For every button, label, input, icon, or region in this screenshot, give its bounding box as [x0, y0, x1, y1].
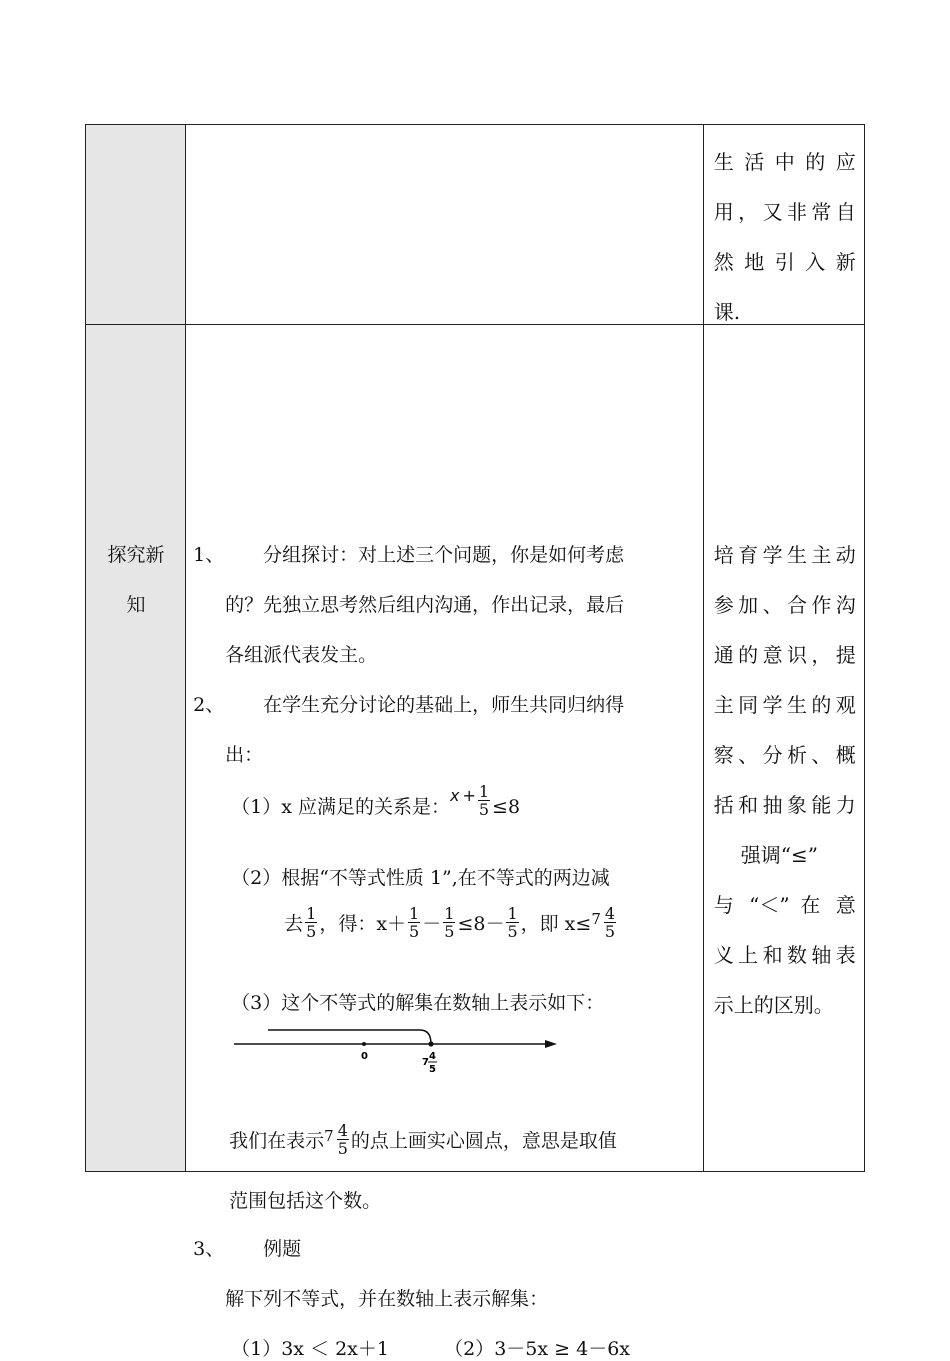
formula-line [229, 1117, 617, 1166]
point-numerator-label: 4 [429, 1051, 437, 1062]
solid-dot [429, 1041, 434, 1046]
plus-sign: + [462, 786, 476, 805]
note-line: 课. [713, 300, 741, 324]
fraction-denominator: 5 [444, 921, 455, 941]
design-note [714, 137, 856, 337]
fraction [305, 905, 317, 940]
point-whole-label: 7 [422, 1057, 430, 1068]
example-1: （1）3x ＜ 2x＋1 [231, 1338, 389, 1360]
fraction [604, 905, 616, 940]
fraction-numerator: 1 [478, 781, 490, 801]
note-line: 然 地 引 入 新 [713, 250, 856, 274]
formula-text: 去 [284, 913, 304, 935]
formula-text: ，得：x＋ [319, 913, 407, 935]
item-text: 分组探讨：对上述三个问题，你是如何考虑 [263, 544, 625, 566]
item-text: 在学生充分讨论的基础上，师生共同归纳得 [263, 694, 625, 716]
fraction [478, 783, 490, 818]
note-line: 参加、合作沟 [713, 593, 856, 617]
formula-text: ，即 x≤ [520, 913, 592, 935]
note-line: 生 活 中 的 应 [713, 150, 856, 174]
item-text: （2）根据“不等式性质 1”,在不等式的两边减 [231, 867, 610, 889]
fraction [443, 905, 455, 940]
design-intent-cell [703, 125, 864, 325]
formula-text: ≤8－ [457, 913, 505, 935]
note-line: 主同学生的观 [713, 693, 856, 717]
note-line: 培育学生主动 [713, 543, 856, 567]
formula-text: 的点上画实心圆点，意思是取值 [350, 1130, 617, 1152]
mixed-number [591, 901, 618, 949]
origin-mark [362, 1042, 366, 1046]
item-text: 各组派代表发主。 [225, 644, 378, 666]
formula-line [231, 783, 520, 832]
fraction-denominator: 5 [478, 799, 490, 819]
variable-x: x [449, 786, 460, 805]
mixed-whole: 7 [591, 910, 601, 928]
mixed-number [324, 1118, 351, 1166]
fraction-numerator: 1 [306, 903, 317, 923]
point-denominator-label: 5 [429, 1064, 437, 1075]
example-title: 例题 [263, 1238, 302, 1260]
note-line: 用，又非常自 [713, 200, 856, 224]
item-number: 1、 [193, 544, 225, 566]
fraction-numerator: 1 [409, 903, 420, 923]
formula-text: 我们在表示 [229, 1130, 325, 1152]
item-number: 3、 [193, 1238, 225, 1260]
item-text: 出： [225, 744, 264, 766]
mixed-whole: 7 [324, 1127, 334, 1145]
design-note [714, 530, 856, 1030]
stage-label: 知 [126, 594, 146, 616]
table-row [86, 125, 865, 325]
lesson-plan-table [85, 124, 865, 1360]
fraction-denominator: 5 [507, 921, 518, 941]
fraction-denominator: 5 [337, 1138, 348, 1158]
arrow-head-icon [545, 1040, 557, 1048]
fraction-denominator: 5 [604, 921, 616, 941]
item-number: 2、 [193, 694, 225, 716]
design-intent-cell [703, 325, 864, 1172]
item-text: 解下列不等式，并在数轴上表示解集： [225, 1288, 549, 1310]
fraction-numerator: 1 [507, 903, 518, 923]
stage-cell [86, 325, 186, 1172]
fraction [337, 1122, 349, 1157]
fraction [506, 905, 518, 940]
fraction-numerator: 4 [604, 903, 616, 923]
note-line: 通的意识，提 [713, 643, 856, 667]
stage-cell [86, 125, 186, 325]
note-line: 义上和数轴表 [713, 943, 856, 967]
formula-text: （1）x 应满足的关系是： [231, 796, 450, 818]
content-cell [186, 325, 704, 1360]
note-line: 括和抽象能力 [713, 793, 856, 817]
note-line: 与 “＜” 在 意 [713, 893, 856, 917]
fraction-numerator: 4 [337, 1120, 348, 1140]
note-line: 示上的区别。 [713, 993, 834, 1017]
formula-text: － [422, 913, 442, 935]
fraction-numerator: 1 [444, 903, 455, 923]
example-2: （2）3－5x ≥ 4－6x [444, 1338, 630, 1360]
note-line: 强调“≤” [740, 843, 818, 867]
formula-text: ≤8 [492, 796, 521, 818]
zero-label: 0 [361, 1051, 369, 1062]
fraction [408, 905, 420, 940]
note-line: 察、分析、概 [713, 743, 856, 767]
table-row [86, 325, 865, 1172]
solution-ray [268, 1030, 431, 1044]
item-text: 的？先独立思考然后组内沟通，作出记录，最后 [225, 594, 625, 616]
item-text: 范围包括这个数。 [229, 1190, 382, 1212]
number-line [226, 1025, 566, 1081]
content-cell [186, 125, 704, 325]
fraction-denominator: 5 [306, 921, 317, 941]
item-text: （3）这个不等式的解集在数轴上表示如下： [231, 992, 605, 1014]
formula-line [284, 900, 618, 949]
stage-label: 探究新 [107, 544, 165, 566]
fraction-denominator: 5 [409, 921, 420, 941]
